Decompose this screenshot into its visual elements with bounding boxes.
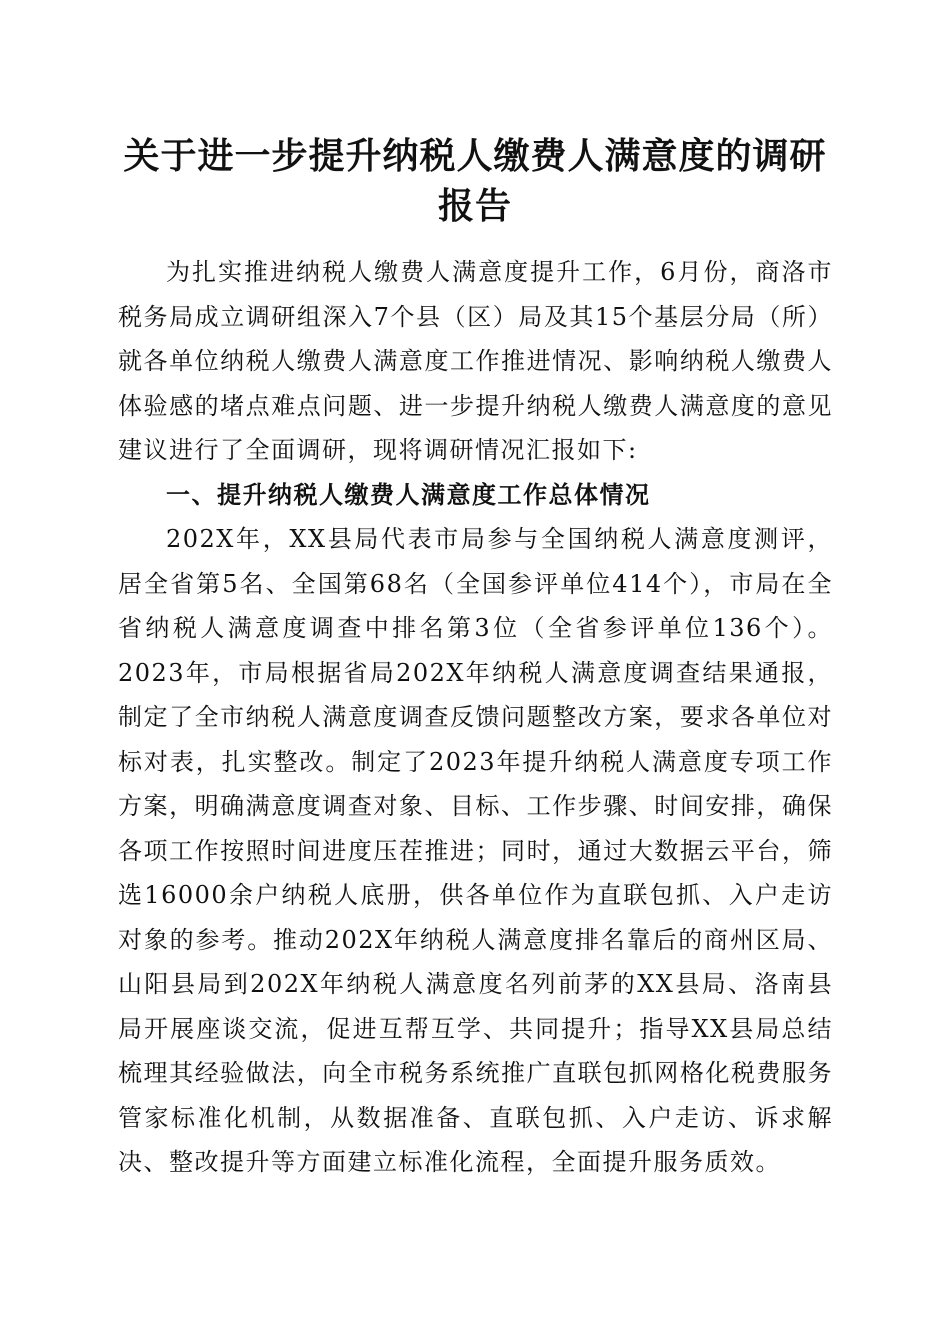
- document-title: 关于进一步提升纳税人缴费人满意度的调研报告: [123, 136, 827, 227]
- document-body: [118, 250, 833, 1185]
- section-1-paragraph: 202X年，XX县局代表市局参与全国纳税人满意度测评，居全省第5名、全国第68名（全国参评单位414个），市局在全省纳税人满意度调查中排名第3位（全省参评单位136个）。2023年，市局根据省局202X年纳税人满意度调查结果通报，制定了全市纳税人满意度调查反馈问题整改方案，要求各单位对标对表，扎实整改。制定了2023年提升纳税人满意度专项工作方案，明确满意度调查对象、目标、工作步骤、时间安排，确保各项工作按照时间进度压茬推进；同时，通过大数据云平台，筛选16000余户纳税人底册，供各单位作为直联包抓、入户走访对象的参考。推动202X年纳税人满意度排名靠后的商州区局、山阳县局到202X年纳税人满意度名列前茅的XX县局、洛南县局开展座谈交流，促进互帮互学、共同提升；指导XX县局总结梳理其经验做法，向全市税务系统推广直联包抓网格化税费服务管家标准化机制，从数据准备、直联包抓、入户走访、诉求解决、整改提升等方面建立标准化流程，全面提升服务质效。: [118, 525, 833, 1176]
- section-1-heading: 一、提升纳税人缴费人满意度工作总体情况: [166, 480, 651, 509]
- intro-paragraph: 为扎实推进纳税人缴费人满意度提升工作，6月份，商洛市税务局成立调研组深入7个县（区）局及其15个基层分局（所）就各单位纳税人缴费人满意度工作推进情况、影响纳税人缴费人体验感的堵点难点问题、进一步提升纳税人缴费人满意度的意见建议进行了全面调研，现将调研情况汇报如下:: [118, 258, 833, 464]
